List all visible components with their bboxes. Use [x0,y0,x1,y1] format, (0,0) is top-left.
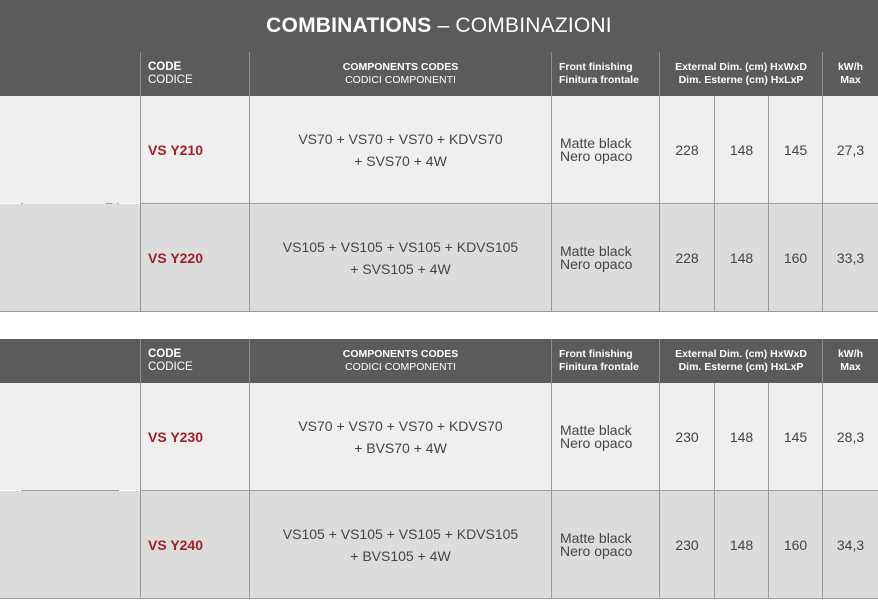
header-kw-max: Max [840,361,861,373]
header-code-en: CODE [148,348,182,360]
dim-height: 230 [659,383,714,490]
front-finishing [551,204,659,311]
header-kw-unit: kW/h [837,348,864,360]
components-line-1: VS105 + VS105 + VS105 + KDVS105 [282,525,519,542]
power-kw: 34,3 [822,491,878,598]
power-kw: 28,3 [822,383,878,490]
header-kw-max: Max [840,74,861,86]
table-header [0,52,878,96]
table-header [0,339,878,383]
header-kw-unit: kW/h [837,61,864,73]
finish-it: Nero opaco [560,434,633,451]
components-codes [249,491,551,598]
components-line-1: VS70 + VS70 + VS70 + KDVS70 [298,130,503,147]
dim-height: 228 [659,96,714,203]
table-row [0,204,878,311]
header-code-it: CODICE [148,361,193,373]
finish-en: Matte black [560,529,632,546]
header-components-it: CODICI COMPONENTI [345,361,456,373]
finish-en: Matte black [560,242,632,259]
front-finishing [551,383,659,490]
header-dimensions [659,52,822,96]
header-kw [822,339,878,383]
finish-it: Nero opaco [560,147,633,164]
header-code [140,52,249,96]
header-components-en: COMPONENTS CODES [342,348,459,360]
title-separator: – [437,14,450,37]
header-finishing-en: Front finishing [559,348,633,360]
product-code: VS Y240 [140,491,249,598]
finish-it: Nero opaco [560,255,633,272]
block-bottom-line [0,598,878,599]
header-dimensions-it: Dim. Esterne (cm) HxLxP [678,361,804,373]
title-english: COMBINATIONS [266,14,432,37]
dim-width: 148 [714,204,768,311]
header-code-it: CODICE [148,74,193,86]
product-code: VS Y230 [140,383,249,490]
header-code-en: CODE [148,61,182,73]
dim-width: 148 [714,96,768,203]
table-row [0,96,878,203]
components-codes [249,383,551,490]
components-line-2: + BVS70 + 4W [354,439,447,456]
dim-width: 148 [714,491,768,598]
header-finishing-it: Finitura frontale [559,361,639,373]
components-line-2: + SVS70 + 4W [354,152,447,169]
front-finishing [551,491,659,598]
dim-depth: 145 [768,383,822,490]
components-line-2: + SVS105 + 4W [350,260,451,277]
header-components-it: CODICI COMPONENTI [345,74,456,86]
header-dimensions-it: Dim. Esterne (cm) HxLxP [678,74,804,86]
header-finishing-en: Front finishing [559,61,633,73]
components-line-1: VS105 + VS105 + VS105 + KDVS105 [282,238,519,255]
header-finishing-it: Finitura frontale [559,74,639,86]
front-finishing [551,96,659,203]
title-italian: COMBINAZIONI [455,14,612,37]
components-codes [249,96,551,203]
dim-depth: 160 [768,491,822,598]
header-dimensions-en: External Dim. (cm) HxWxD [675,348,807,360]
finish-en: Matte black [560,421,632,438]
dim-height: 230 [659,491,714,598]
header-components [249,339,551,383]
components-line-2: + BVS105 + 4W [350,547,451,564]
power-kw: 27,3 [822,96,878,203]
product-code: VS Y210 [140,96,249,203]
dim-depth: 145 [768,96,822,203]
header-dimensions-en: External Dim. (cm) HxWxD [675,61,807,73]
table-row [0,383,878,490]
header-components [249,52,551,96]
block-bottom-line [0,311,878,312]
power-kw: 33,3 [822,204,878,311]
header-finishing [551,52,659,96]
dim-height: 228 [659,204,714,311]
header-kw [822,52,878,96]
dim-depth: 160 [768,204,822,311]
header-components-en: COMPONENTS CODES [342,61,459,73]
finish-it: Nero opaco [560,542,633,559]
page-title [0,0,878,52]
table-row [0,491,878,598]
components-line-1: VS70 + VS70 + VS70 + KDVS70 [298,417,503,434]
header-code [140,339,249,383]
finish-en: Matte black [560,134,632,151]
product-code: VS Y220 [140,204,249,311]
header-dimensions [659,339,822,383]
components-codes [249,204,551,311]
dim-width: 148 [714,383,768,490]
header-finishing [551,339,659,383]
